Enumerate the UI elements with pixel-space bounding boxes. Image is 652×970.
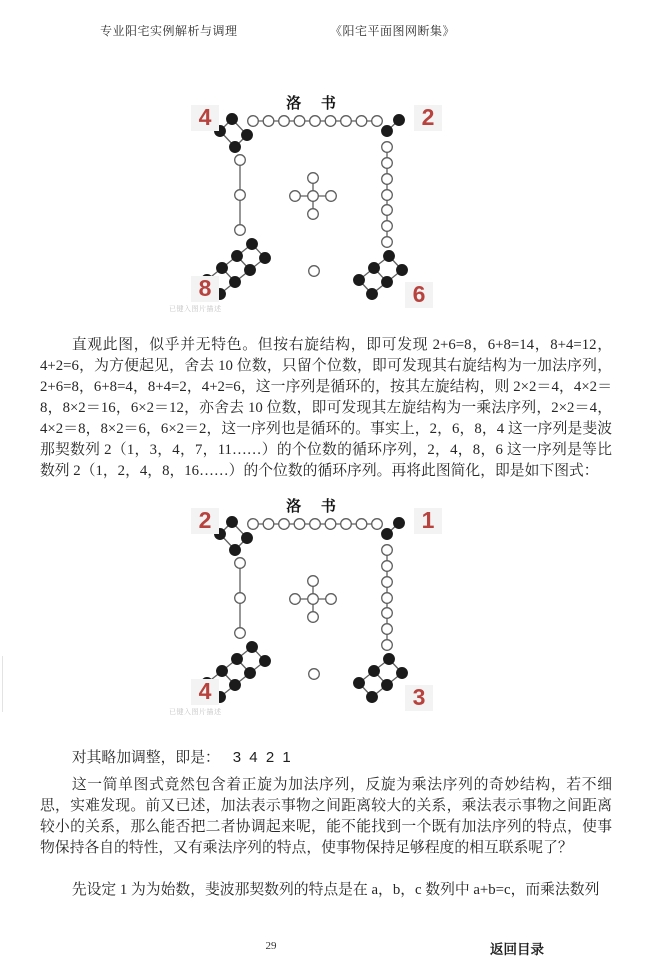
paragraph-adjustment: [40, 747, 612, 769]
page-number: 29: [265, 940, 277, 952]
luoshu-diagram-2: [163, 487, 463, 719]
paragraph-analysis: 直观此图，似乎并无特色。但按右旋结构，即可发现 2+6=8，6+8=14，8+4=12，4+2=6，为方便起见，舍去 10 位数，只留个位数，即可发现其右旋结构为一加法序列，2+6=8，6+8=4，8+4=2，4+2=6，这一序列是循环的，按其左旋结构，则 2×2＝4，4×2＝8，8×2＝16，6×2＝12，亦舍去 10 位数，即可发现其左旋结构为一乘法序列，2×2＝4，4×2＝8，8×2＝6，6×2＝2，这一序列也是循环的。事实上，2，6，8，4 这一序列是斐波那契数列 2（1，3，4，7，11……）的个位数的循环序列，2，4，8，6 这一序列是等比数列 2（1，2，4，8，16……）的个位数的循环序列。再将此图简化，即是如下图式：: [40, 336, 612, 479]
luoshu-figure-1: [163, 84, 463, 316]
svg-text:8: 8: [198, 275, 212, 301]
adjustment-text: 对其略加调整，即是：: [71, 749, 220, 766]
svg-text:洛 书: 洛 书: [286, 96, 344, 112]
svg-text:2: 2: [421, 104, 435, 130]
figure-2-caption: 已键入图片描述: [169, 709, 222, 716]
svg-text:洛 书: 洛 书: [286, 499, 344, 515]
svg-text:2: 2: [198, 507, 212, 533]
header-left-title: 专业阳宅实例解析与调理: [100, 24, 238, 38]
luoshu-figure-2: [163, 487, 463, 719]
back-to-toc-link[interactable]: 返回目录: [490, 942, 544, 957]
paragraph-structure: 这一简单图式竟然包含着正旋为加法序列，反旋为乘法序列的奇妙结构，若不细思，实难发现。前又已述，加法表示事物之间距离较大的关系，乘法表示事物之间距离较小的关系，那么能否把二者协调起来呢，能不能找到一个既有加法序列的特点，使事物保持各自的特性，又有乘法序列的特点，使事物保持足够程度的相互联系呢了？: [40, 776, 612, 856]
figure-1-caption: 已键入图片描述: [169, 306, 222, 313]
svg-text:4: 4: [198, 678, 212, 704]
scan-artifact-line: [2, 656, 3, 712]
header-right-title: 《阳宅平面图网断集》: [330, 24, 456, 38]
svg-text:4: 4: [198, 104, 212, 130]
paragraph-fibonacci: 先设定 1 为为始数，斐波那契数列的特点是在 a，b，c 数列中 a+b=c，而乘法数列: [71, 881, 600, 898]
svg-text:3: 3: [412, 684, 426, 710]
luoshu-diagram-1: [163, 84, 463, 316]
svg-text:1: 1: [421, 507, 435, 533]
sequence-3421: 3 4 2 1: [232, 748, 293, 766]
svg-text:6: 6: [412, 281, 426, 307]
